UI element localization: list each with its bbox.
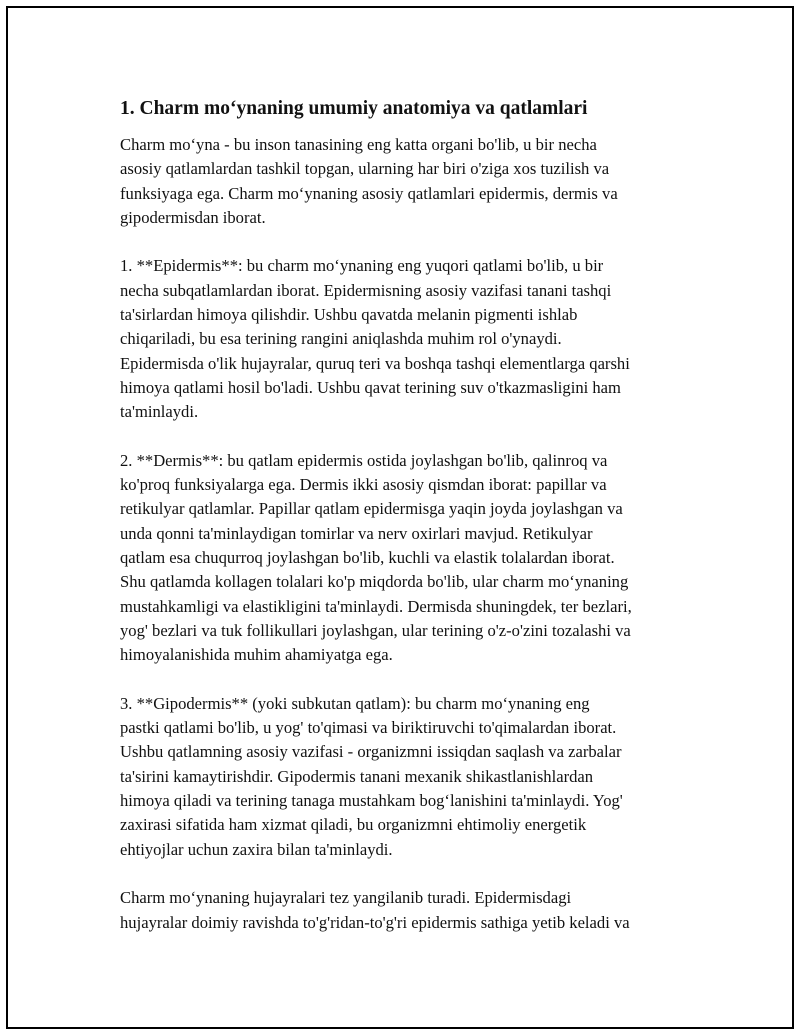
text-line: Charm mo‘yna - bu inson tanasining eng katta organi bo'lib, u bir necha (120, 135, 597, 154)
text-line: zaxirasi sifatida ham xizmat qiladi, bu organizmni ehtimoliy energetik (120, 815, 587, 835)
text-line: himoya qatlami hosil bo'ladi. Ushbu qavat terining suv o'tkazmasligini ham (120, 377, 621, 397)
paragraph-epidermis (120, 254, 700, 424)
paragraph-intro (120, 133, 700, 230)
text-line: yog' bezlari va tuk follikullari joylashgan, ular terining o'z-o'zini tozalashi va (120, 620, 631, 640)
paragraph-dermis (120, 449, 700, 668)
text-line: unda qonni ta'minlaydigan tomirlar va nerv oxirlari mavjud. Retikulyar (120, 523, 593, 543)
text-line: asosiy qatlamlardan tashkil topgan, ularning har biri o'ziga xos tuzilish va (120, 159, 610, 179)
text-line: ta'sirini kamaytirishdir. Gipodermis tanani mexanik shikastlanishlardan (120, 766, 594, 786)
text-line: pastki qatlami bo'lib, u yog' to'qimasi va biriktiruvchi to'qimalardan iborat. (120, 718, 617, 738)
text-line: 2. **Dermis**: bu qatlam epidermis ostida joylashgan bo'lib, qalinroq va (120, 450, 608, 470)
text-line: Charm mo‘ynaning hujayralari tez yangilanib turadi. Epidermisdagi (120, 888, 572, 908)
document-body (120, 96, 700, 959)
text-line: mustahkamligi va elastikligini ta'minlaydi. Dermisda shuningdek, ter bezlari, (120, 596, 632, 616)
text-line: hujayralar doimiy ravishda to'g'ridan-to'g'ri epidermis sathiga yetib keladi va (120, 912, 630, 932)
text-line: ta'minlaydi. (120, 402, 199, 422)
text-line: himoyalanishida muhim ahamiyatga ega. (120, 645, 393, 665)
text-line: Epidermisda o'lik hujayralar, quruq teri va boshqa tashqi elementlarga qarshi (120, 353, 630, 373)
text-line: gipodermisdan iborat. (120, 207, 266, 227)
paragraph-gipodermis (120, 692, 700, 862)
text-line: qatlam esa chuqurroq joylashgan bo'lib, kuchli va elastik tolalardan iborat. (120, 548, 615, 568)
text-line: ta'sirlardan himoya qilishdir. Ushbu qavatda melanin pigmenti ishlab (120, 305, 578, 325)
text-line: ehtiyojlar uchun zaxira bilan ta'minlaydi. (120, 839, 393, 859)
text-line: ko'proq funksiyalarga ega. Dermis ikki asosiy qismdan iborat: papillar va (120, 475, 607, 495)
text-line: 1. **Epidermis**: bu charm mo‘ynaning eng yuqori qatlami bo'lib, u bir (120, 256, 604, 276)
text-line: Shu qatlamda kollagen tolalari ko'p miqdorda bo'lib, ular charm mo‘ynaning (120, 572, 629, 592)
text-line: 3. **Gipodermis** (yoki subkutan qatlam): bu charm mo‘ynaning eng (120, 693, 590, 713)
text-line: chiqariladi, bu esa terining rangini aniqlashda muhim rol o'ynaydi. (120, 329, 562, 349)
text-line: Ushbu qatlamning asosiy vazifasi - organizmni issiqdan saqlash va zarbalar (120, 742, 622, 762)
section-title: 1. Charm mo‘ynaning umumiy anatomiya va qatlamlari (120, 98, 588, 119)
text-line: funksiyaga ega. Charm mo‘ynaning asosiy qatlamlari epidermis, dermis va (120, 183, 618, 203)
text-line: himoya qiladi va terining tanaga mustahkam bog‘lanishini ta'minlaydi. Yog' (120, 791, 623, 811)
paragraph-cells (120, 886, 700, 935)
text-line: retikulyar qatlamlar. Papillar qatlam epidermisga yaqin joyda joylashgan va (120, 499, 623, 519)
text-line: necha subqatlamlardan iborat. Epidermisning asosiy vazifasi tanani tashqi (120, 280, 612, 300)
document-page (6, 6, 794, 1029)
